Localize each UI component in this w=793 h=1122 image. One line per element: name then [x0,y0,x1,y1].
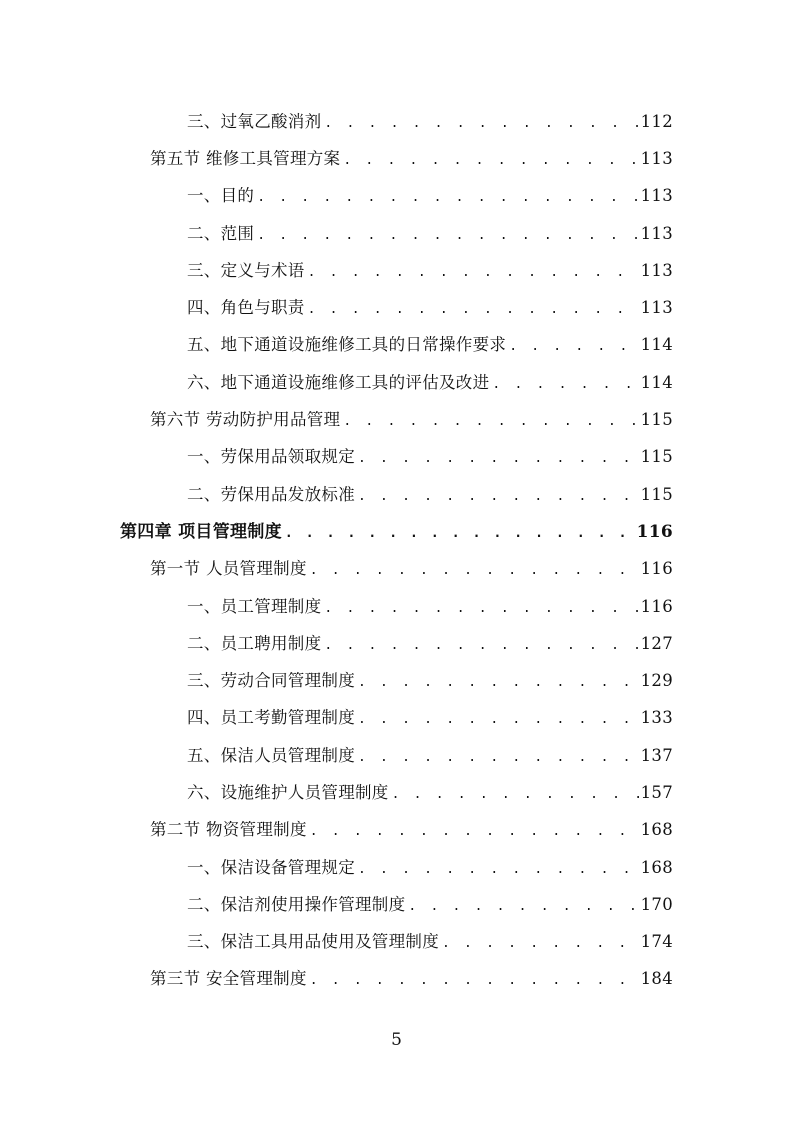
dot-leader [324,116,638,131]
toc-entry [187,928,673,952]
dot-leader [308,302,639,317]
toc-section-row[interactable] [0,138,793,175]
toc-entry-page: 116 [640,559,673,579]
toc-entry-title: 三、保洁工具用品使用及管理制度 [187,932,439,952]
toc-entry-page: 170 [640,894,673,914]
toc-entry [150,965,673,989]
dot-leader [324,601,638,616]
toc-entry-title: 第五节 维修工具管理方案 [150,148,341,168]
toc-subsection-row[interactable] [0,772,793,809]
toc-entry-page: 115 [640,447,673,467]
toc-entry [187,854,673,878]
toc-subsection-row[interactable] [0,847,793,884]
dot-leader [509,339,638,354]
toc-entry [187,108,673,132]
dot-leader [358,489,639,504]
toc-subsection-row[interactable] [0,884,793,921]
dot-leader [308,265,639,280]
toc-subsection-row[interactable] [0,101,793,138]
toc-entry-page: 133 [640,708,673,728]
toc-entry-title: 第二节 物资管理制度 [150,820,307,840]
toc-entry [187,667,673,691]
toc-section-row[interactable] [0,810,793,847]
toc-entry [187,593,673,617]
dot-leader [257,190,638,205]
toc-entry [187,779,673,803]
toc-entry-title: 六、地下通道设施维修工具的评估及改进 [187,372,490,392]
toc-subsection-row[interactable] [0,437,793,474]
dot-leader [310,973,639,988]
toc-subsection-row[interactable] [0,213,793,250]
toc-entry-page: 113 [640,260,673,280]
toc-entry-title: 一、劳保用品领取规定 [187,447,355,467]
toc-subsection-row[interactable] [0,586,793,623]
toc-entry-page: 114 [640,335,673,355]
toc-entry [187,630,673,654]
toc-subsection-row[interactable] [0,735,793,772]
toc-entry-page: 112 [640,111,673,131]
toc-entry [120,517,673,542]
toc-entry-title: 一、保洁设备管理规定 [187,857,355,877]
toc-entry [187,257,673,281]
toc-entry [187,220,673,244]
dot-leader [358,862,639,877]
toc-subsection-row[interactable] [0,325,793,362]
toc-subsection-row[interactable] [0,660,793,697]
toc-entry-title: 三、定义与术语 [187,260,305,280]
toc-entry-page: 137 [640,745,673,765]
toc-entry-page: 113 [640,298,673,318]
toc-entry-title: 三、劳动合同管理制度 [187,671,355,691]
toc-entry-page: 115 [640,410,673,430]
toc-entry-page: 168 [640,857,673,877]
toc-entry [150,555,673,579]
toc-entry-page: 127 [640,633,673,653]
toc-entry-page: 116 [640,596,673,616]
toc-entry-page: 115 [640,484,673,504]
dot-leader [343,153,638,168]
toc-entry-title: 二、范围 [187,223,255,243]
toc-subsection-row[interactable] [0,922,793,959]
toc-entry-title: 四、角色与职责 [187,298,305,318]
toc-entry-page: 116 [636,522,673,543]
dot-leader [310,824,639,839]
toc-entry-page: 184 [640,969,673,989]
dot-leader [343,414,638,429]
toc-subsection-row[interactable] [0,250,793,287]
toc-entry-title: 五、保洁人员管理制度 [187,745,355,765]
page-number: 5 [391,1030,402,1050]
toc-entry-page: 168 [640,820,673,840]
toc-section-row[interactable] [0,959,793,996]
toc-subsection-row[interactable] [0,176,793,213]
toc-entry [150,406,673,430]
dot-leader [310,563,639,578]
toc-entry [150,816,673,840]
toc-subsection-row[interactable] [0,698,793,735]
dot-leader [324,638,638,653]
toc-entry-title: 一、员工管理制度 [187,596,322,616]
toc-entry [187,369,673,393]
dot-leader [285,526,635,541]
toc-subsection-row[interactable] [0,623,793,660]
toc-entry-title: 三、过氧乙酸消剂 [187,111,322,131]
toc-entry-title: 第一节 人员管理制度 [150,559,307,579]
toc-entry-page: 113 [640,223,673,243]
toc-entry [187,891,673,915]
toc-entry-title: 四、员工考勤管理制度 [187,708,355,728]
toc-subsection-row[interactable] [0,474,793,511]
toc-subsection-row[interactable] [0,362,793,399]
toc-entry-title: 二、员工聘用制度 [187,633,322,653]
dot-leader [442,936,639,951]
toc-entry [187,481,673,505]
toc-entry-title: 第三节 安全管理制度 [150,969,307,989]
dot-leader [492,377,638,392]
toc-chapter-row[interactable] [0,511,793,548]
toc-entry-title: 二、保洁剂使用操作管理制度 [187,894,406,914]
dot-leader [358,675,639,690]
dot-leader [358,451,639,466]
toc-section-row[interactable] [0,549,793,586]
dot-leader [392,787,639,802]
toc-entry-title: 六、设施维护人员管理制度 [187,782,389,802]
toc-entry [187,331,673,355]
toc-entry-page: 129 [640,671,673,691]
toc-entry [150,145,673,169]
dot-leader [358,712,639,727]
toc-entry-title: 第四章 项目管理制度 [120,522,282,543]
toc-entry [187,742,673,766]
toc-entry [187,443,673,467]
toc-entry-page: 114 [640,372,673,392]
toc-entry [187,182,673,206]
toc-section-row[interactable] [0,399,793,436]
toc-entry-title: 一、目的 [187,186,255,206]
dot-leader [358,750,639,765]
toc-subsection-row[interactable] [0,287,793,324]
toc-entry-title: 五、地下通道设施维修工具的日常操作要求 [187,335,507,355]
toc-entry-page: 113 [640,148,673,168]
toc-entry-title: 二、劳保用品发放标准 [187,484,355,504]
toc-entry [187,294,673,318]
table-of-contents [0,101,793,996]
dot-leader [408,899,638,914]
toc-entry-page: 174 [640,932,673,952]
toc-entry [187,704,673,728]
toc-entry-page: 113 [640,186,673,206]
dot-leader [257,228,638,243]
toc-entry-page: 157 [640,782,673,802]
toc-entry-title: 第六节 劳动防护用品管理 [150,410,341,430]
